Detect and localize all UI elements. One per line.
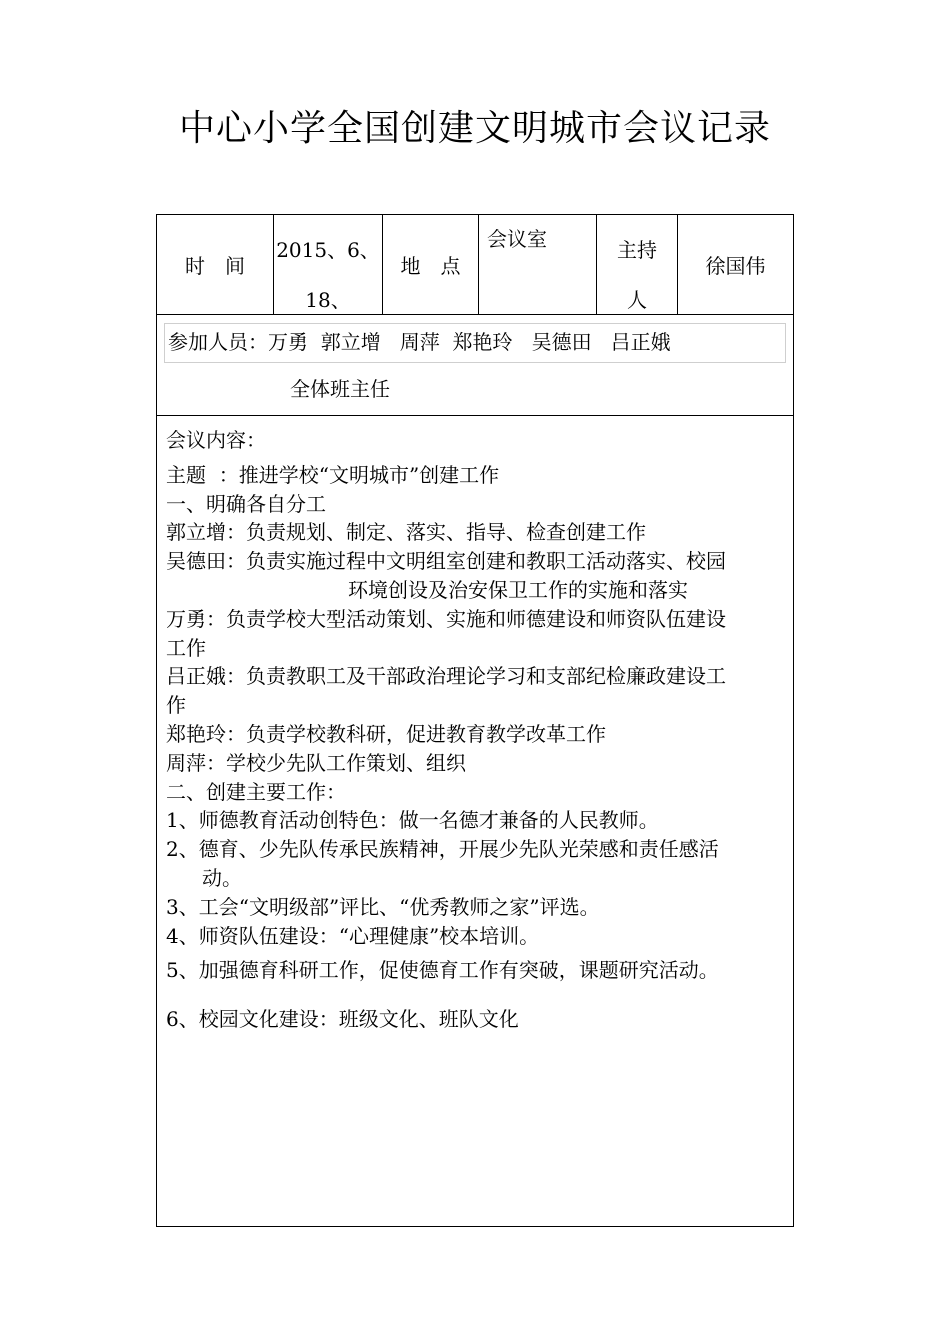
duty-line: 工作 bbox=[166, 635, 206, 660]
duty-line: 吴德田：负责实施过程中文明组室创建和教职工活动落实、校园 bbox=[166, 549, 726, 574]
work-item: 4、师资队伍建设：“心理健康”校本培训。 bbox=[166, 923, 540, 948]
work-item: 6、校园文化建设：班级文化、班队文化 bbox=[166, 1007, 519, 1032]
host-label-line1: 主持 bbox=[617, 238, 657, 262]
attendees-line1: 参加人员：万勇 郭立增 周萍 郑艳玲 吴德田 吕正娥 bbox=[164, 323, 786, 363]
host-label-cell bbox=[597, 215, 678, 314]
host-value: 徐国伟 bbox=[705, 254, 766, 278]
host-value-cell bbox=[678, 215, 793, 314]
work-item: 动。 bbox=[202, 865, 242, 890]
meeting-topic: 主题 ：推进学校“文明城市”创建工作 bbox=[166, 462, 500, 487]
work-item: 5、加强德育科研工作，促使德育工作有突破，课题研究活动。 bbox=[166, 958, 719, 983]
section-2-heading: 二、创建主要工作： bbox=[166, 779, 346, 804]
work-item: 2、德育、少先队传承民族精神，开展少先队光荣感和责任感活 bbox=[166, 837, 719, 862]
duty-line: 郭立增：负责规划、制定、落实、指导、检查创建工作 bbox=[166, 520, 646, 545]
duty-line: 周萍：学校少先队工作策划、组织 bbox=[166, 750, 466, 775]
work-item: 3、工会“文明级部”评比、“优秀教师之家”评选。 bbox=[166, 894, 600, 919]
document-title: 中心小学全国创建文明城市会议记录 bbox=[178, 108, 771, 149]
duty-line: 万勇：负责学校大型活动策划、实施和师德建设和师资队伍建设 bbox=[166, 606, 726, 631]
work-item: 1、师德教育活动创特色：做一名德才兼备的人民教师。 bbox=[166, 808, 659, 833]
header-row bbox=[157, 215, 793, 315]
duty-line: 作 bbox=[166, 693, 186, 718]
place-label: 地 点 bbox=[400, 254, 461, 278]
meeting-record-table bbox=[156, 214, 794, 1227]
time-value-line1: 2015、6、 bbox=[276, 238, 380, 262]
duty-line: 吕正娥：负责教职工及干部政治理论学习和支部纪检廉政建设工 bbox=[166, 664, 726, 689]
host-label-line2: 人 bbox=[627, 288, 647, 312]
time-label: 时 间 bbox=[185, 254, 245, 278]
duty-line: 郑艳玲：负责学校教科研，促进教育教学改革工作 bbox=[166, 721, 606, 746]
time-value-line2: 18、 bbox=[305, 288, 351, 312]
content-heading: 会议内容： bbox=[166, 428, 266, 452]
attendees-row bbox=[157, 315, 793, 416]
place-value-cell bbox=[479, 215, 597, 314]
section-1-heading: 一、明确各自分工 bbox=[166, 491, 326, 516]
meeting-content bbox=[166, 426, 788, 1034]
time-label-cell bbox=[157, 215, 274, 314]
attendees-line2: 全体班主任 bbox=[290, 377, 390, 401]
time-value-cell bbox=[274, 215, 383, 314]
place-value: 会议室 bbox=[487, 227, 547, 251]
place-label-cell bbox=[383, 215, 479, 314]
duty-line: 环境创设及治安保卫工作的实施和落实 bbox=[348, 577, 688, 602]
